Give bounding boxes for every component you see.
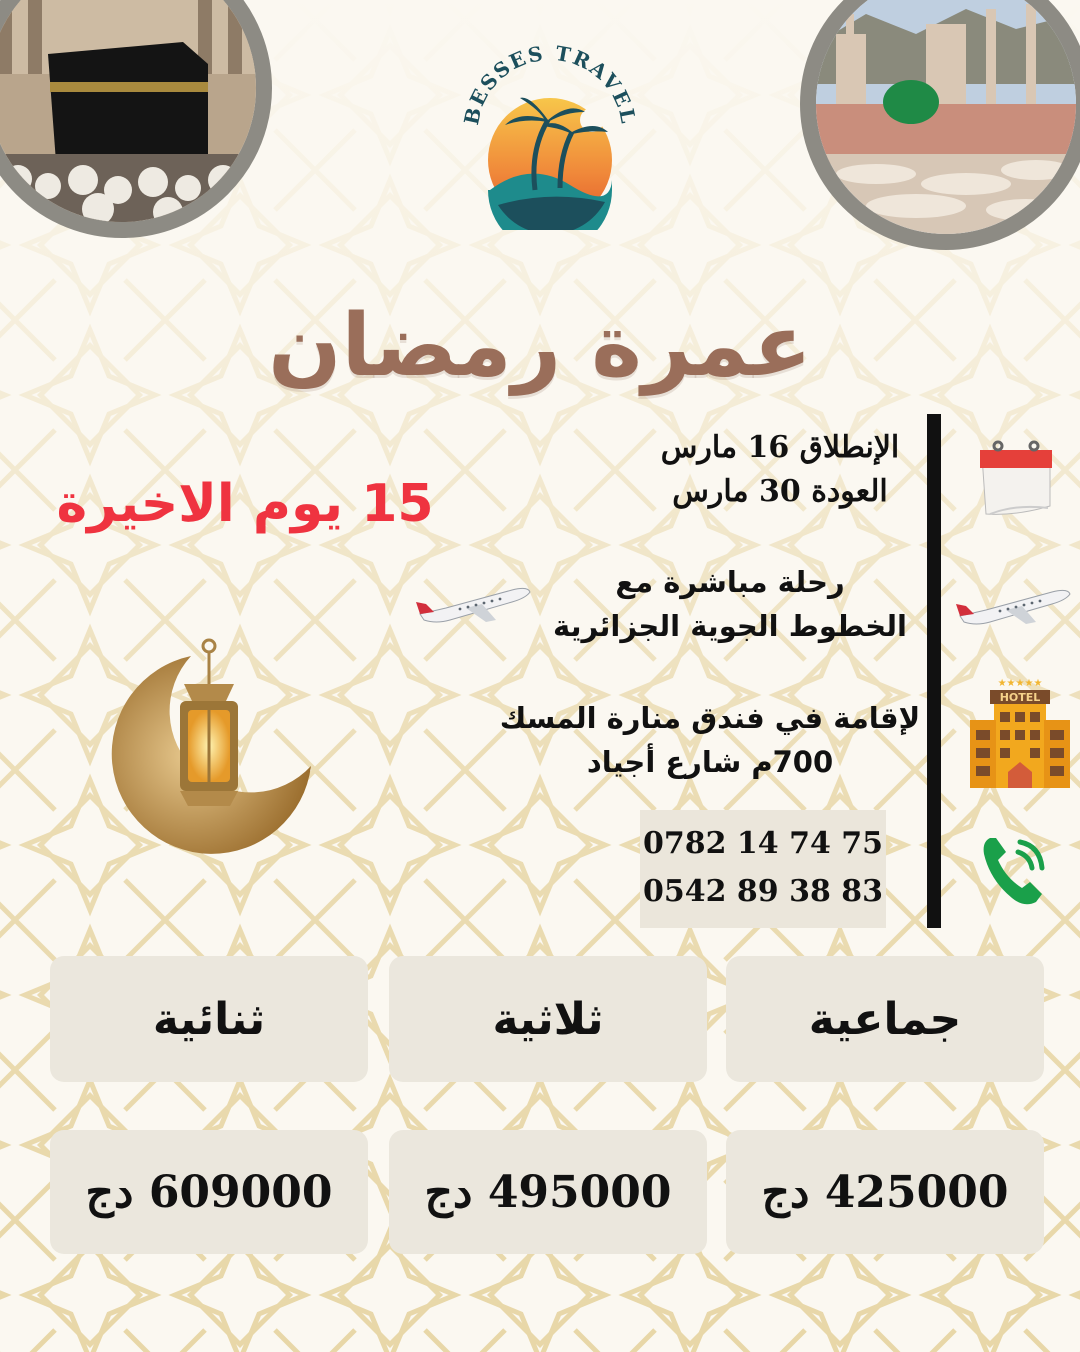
svg-text:★★★★★: ★★★★★ <box>997 678 1043 689</box>
hotel-icon <box>970 676 1070 788</box>
package-price-double: 609000 دج <box>50 1130 368 1254</box>
flight-info <box>540 560 920 648</box>
logo-text: BESSES TRAVEL <box>460 40 640 127</box>
departure-date: الإنطلاق 16 مارس <box>660 430 900 465</box>
hotel-sign: HOTEL <box>999 691 1041 704</box>
package-price-triple: 495000 دج <box>389 1130 707 1254</box>
package-price-group: 425000 دج <box>726 1130 1044 1254</box>
page-title: عمرة رمضان <box>268 296 812 396</box>
package-name-triple: ثلاثية <box>389 956 707 1082</box>
package-name-double: ثنائية <box>50 956 368 1082</box>
besses-travel-logo <box>460 40 640 230</box>
return-date: العودة 30 مارس <box>672 474 888 509</box>
phone-icon <box>980 832 1050 908</box>
airplane-icon <box>956 584 1074 630</box>
phone-number-1[interactable]: 0782 14 74 75 <box>642 826 884 861</box>
hotel-line-1: لإقامة في فندق منارة المسك <box>499 701 921 735</box>
highlight-days: 15 يوم الاخيرة <box>56 474 434 534</box>
calendar-icon <box>976 436 1056 518</box>
trip-dates <box>630 426 930 514</box>
phone-number-2[interactable]: 0542 89 38 83 <box>642 874 884 909</box>
hotel-line-2: 700م شارع أجياد <box>586 745 834 779</box>
airplane-icon <box>416 582 534 628</box>
flight-line-1: رحلة مباشرة مع <box>615 565 845 599</box>
flight-line-2: الخطوط الجوية الجزائرية <box>553 609 907 643</box>
package-name-group: جماعية <box>726 956 1044 1082</box>
phone-numbers-box <box>640 810 886 928</box>
hotel-info <box>470 696 950 784</box>
crescent-lantern-icon <box>96 636 316 858</box>
